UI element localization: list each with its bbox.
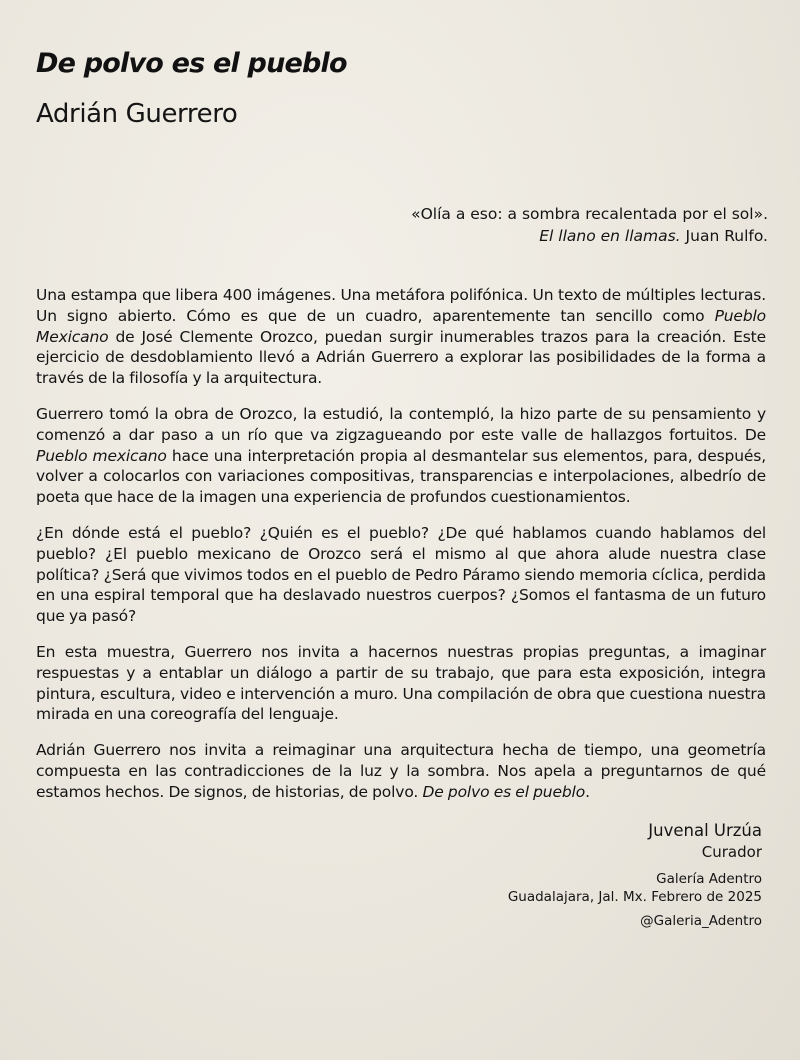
epigraph-author: Juan Rulfo.	[685, 227, 768, 245]
paragraph-1-text-a: Una estampa que libera 400 imágenes. Una metáfora polifónica. Un texto de múltiples lecturas. Un signo abierto. Cómo es que de un cuadro, aparentemente tan sencillo como	[36, 286, 766, 325]
gallery-name: Galería Adentro	[656, 871, 762, 887]
paragraph-2-text-c: hace una interpretación propia al desmantelar sus elementos, para, después, volver a colocarlos con variaciones compositivas, transparencias e interpolaciones, albedrío de poeta que hace de la imagen una experiencia de profundos cuestionamientos.	[36, 446, 766, 507]
artist-name: Adrián Guerrero	[36, 99, 238, 129]
curator-signature	[648, 820, 762, 862]
paragraph-5-text-c: .	[585, 782, 590, 801]
curator-role: Curador	[701, 843, 762, 861]
artwork-title-reference: Pueblo Mexicano	[36, 306, 766, 346]
epigraph-book-title: El llano en llamas.	[539, 227, 681, 245]
gallery-info	[508, 870, 762, 906]
epigraph	[411, 203, 768, 247]
paragraph-1	[36, 285, 766, 389]
paragraph-5-text-a: Adrián Guerrero nos invita a reimaginar una arquitectura hecha de tiempo, una geometría compuesta en las contradicciones de la luz y la sombra. Nos apela a preguntarnos de qué estamos hechos. De signos, de historias, de polvo.	[36, 741, 766, 801]
paragraph-3: ¿En dónde está el pueblo? ¿Quién es el pueblo? ¿De qué hablamos cuando hablamos del pueblo? ¿El pueblo mexicano de Orozco será el mismo al que ahora alude nuestra clase política? ¿Será que vivimos todos en el pueblo de Pedro Páramo siendo memoria cíclica, perdida en una espiral temporal que ha deslavado nuestros cuerpos? ¿Somos el fantasma de un futuro que ya pasó?	[36, 523, 766, 626]
curatorial-text	[36, 285, 766, 818]
curator-name: Juvenal Urzúa	[648, 821, 762, 840]
epigraph-quote: «Olía a eso: a sombra recalentada por el sol».	[411, 205, 768, 223]
exhibition-title-reference: De polvo es el pueblo	[422, 782, 586, 801]
paragraph-2	[36, 404, 766, 508]
social-handle: @Galeria_Adentro	[640, 913, 762, 929]
paragraph-2-text-a: Guerrero tomó la obra de Orozco, la estudió, la contempló, la hizo parte de su pensamiento y comenzó a dar paso a un río que va zigzagueando por este valle de hallazgos fortuitos. De	[36, 404, 766, 444]
epigraph-citation	[411, 225, 768, 247]
exhibition-title: De polvo es el pueblo	[36, 48, 347, 79]
artwork-title-reference: Pueblo mexicano	[36, 446, 167, 465]
paragraph-5	[36, 740, 766, 802]
paragraph-1-text-c: de José Clemente Orozco, puedan surgir inumerables trazos para la creación. Este ejercicio de desdoblamiento llevó a Adrián Guerrero a explorar las posibilidades de la forma a través de la filosofía y la arquitectura.	[36, 327, 766, 388]
paragraph-4: En esta muestra, Guerrero nos invita a hacernos nuestras propias preguntas, a imaginar respuestas y a entablar un diálogo a partir de su trabajo, que para esta exposición, integra pintura, escultura, video e intervención a muro. Una compilación de obra que cuestiona nuestra mirada en una coreografía del lenguaje.	[36, 642, 766, 724]
location-date: Guadalajara, Jal. Mx. Febrero de 2025	[507, 889, 762, 905]
